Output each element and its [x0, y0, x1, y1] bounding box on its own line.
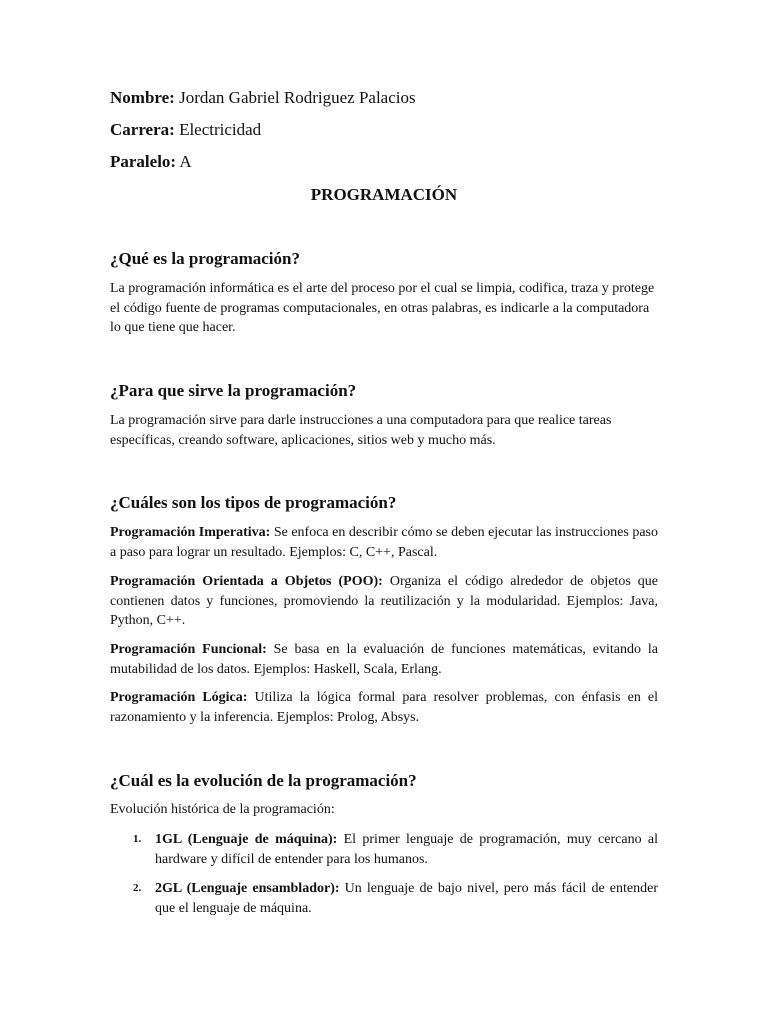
tipo-text: Utiliza la lógica formal para resolver problemas, con énfasis en el razonamiento y la inferencia. Ejemplos: Prolog, Absys. — [110, 690, 658, 725]
heading-evolucion: ¿Cuál es la evolución de la programación? — [110, 771, 417, 790]
tipo-item-logica — [110, 688, 658, 727]
tipo-item-poo — [110, 572, 658, 631]
evolucion-term: 2GL (Lenguaje ensamblador): — [155, 881, 340, 896]
evolucion-intro: Evolución histórica de la programación: — [110, 802, 335, 817]
evolucion-text: El primer lenguaje de programación, muy cercano al hardware y difícil de entender para los humanos. — [155, 832, 658, 867]
paragraph-para-que: La programación sirve para darle instrucciones a una computadora para que realice tareas específicas, creando software, aplicaciones, sitios web y mucho más. — [110, 413, 612, 448]
tipo-term: Programación Orientada a Objetos (POO): — [110, 574, 383, 589]
tipo-term: Programación Funcional: — [110, 642, 267, 657]
evolucion-term: 1GL (Lenguaje de máquina): — [155, 832, 338, 847]
career-label: Carrera: — [110, 120, 175, 139]
paragraph-que-es: La programación informática es el arte del proceso por el cual se limpia, codifica, traza y protege el código fuente de programas computacionales, en otras palabras, es indicarle a la computadora lo que tiene que hacer. — [110, 281, 655, 335]
section-line — [110, 151, 192, 173]
list-number: 1. — [133, 833, 142, 845]
evolucion-item-1gl — [133, 830, 658, 869]
tipo-text: Organiza el código alrededor de objetos que contienen datos y funciones, promoviendo la reutilización y la modularidad. Ejemplos: Java, Python, C++. — [110, 574, 659, 628]
section-label: Paralelo: — [110, 152, 177, 171]
evolucion-text: Un lenguaje de bajo nivel, pero más fácil de entender que el lenguaje de máquina. — [155, 881, 658, 916]
heading-que-es: ¿Qué es la programación? — [110, 249, 300, 268]
tipo-term: Programación Imperativa: — [110, 525, 271, 540]
tipo-text: Se enfoca en describir cómo se deben ejecutar las instrucciones paso a paso para lograr un resultado. Ejemplos: C, C++, Pascal. — [110, 525, 658, 560]
heading-para-que: ¿Para que sirve la programación? — [110, 381, 357, 400]
document-title: PROGRAMACIÓN — [310, 185, 458, 204]
student-name-line — [110, 87, 416, 109]
name-label: Nombre: — [110, 88, 175, 107]
tipo-text: Se basa en la evaluación de funciones matemáticas, evitando la mutabilidad de los datos. Ejemplos: Haskell, Scala, Erlang. — [110, 642, 659, 677]
list-number: 2. — [133, 882, 142, 894]
tipo-item-funcional — [110, 640, 658, 679]
evolucion-item-2gl — [133, 879, 658, 918]
tipo-term: Programación Lógica: — [110, 690, 248, 705]
career-line — [110, 119, 261, 141]
name-value: Jordan Gabriel Rodriguez Palacios — [179, 88, 416, 107]
career-value: Electricidad — [179, 120, 262, 139]
tipo-item-imperativa — [110, 523, 658, 562]
section-value: A — [179, 152, 192, 171]
heading-tipos: ¿Cuáles son los tipos de programación? — [110, 493, 397, 512]
